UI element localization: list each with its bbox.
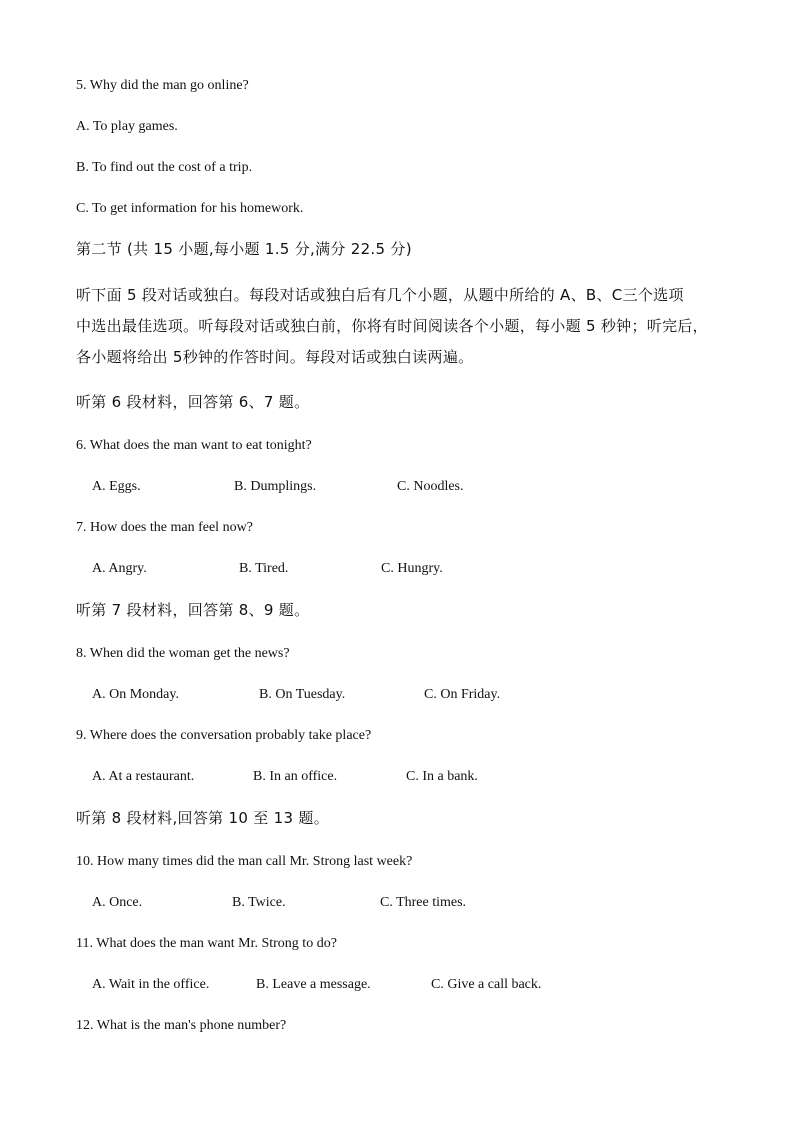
question-7-option-a: A. Angry. [92,561,147,576]
question-9-option-b: B. In an office. [253,769,338,784]
question-8-option-c: C. On Friday. [424,687,501,702]
section-2-instruction-line-3: 各小题将给出 5秒钟的作答时间。每段对话或独白读两遍。 [76,348,474,366]
question-7: 7. How does the man feel now? [76,520,253,535]
question-5-option-b: B. To find out the cost of a trip. [76,160,253,175]
question-7-option-c: C. Hungry. [381,561,443,576]
question-10-option-b: B. Twice. [232,895,286,910]
question-9-option-c: C. In a bank. [406,769,478,784]
question-11-option-c: C. Give a call back. [431,977,542,992]
section-2-instruction-line-2: 中选出最佳选项。听每段对话或独白前，你将有时间阅读各个小题，每小题 5 秒钟；听完后， [76,317,708,335]
question-8-option-a: A. On Monday. [92,687,179,702]
question-6: 6. What does the man want to eat tonight? [76,438,312,453]
question-5-option-a: A. To play games. [76,119,178,134]
question-5: 5. Why did the man go online? [76,78,249,93]
question-12: 12. What is the man's phone number? [76,1018,287,1033]
section-2-heading: 第二节 (共 15 小题,每小题 1.5 分,满分 22.5 分) [76,240,412,258]
question-8-option-b: B. On Tuesday. [259,687,346,702]
question-8: 8. When did the woman get the news? [76,646,290,661]
question-9: 9. Where does the conversation probably take place? [76,728,372,743]
question-5-option-c: C. To get information for his homework. [76,201,304,216]
material-8-label: 听第 8 段材料,回答第 10 至 13 题。 [76,809,329,827]
material-6-label: 听第 6 段材料，回答第 6、7 题。 [76,393,310,411]
question-11: 11. What does the man want Mr. Strong to do? [76,936,337,951]
question-11-option-a: A. Wait in the office. [92,977,210,992]
question-7-option-b: B. Tired. [239,561,289,576]
question-6-option-a: A. Eggs. [92,479,141,494]
question-11-option-b: B. Leave a message. [256,977,371,992]
question-10-option-c: C. Three times. [380,895,467,910]
question-10: 10. How many times did the man call Mr. Strong last week? [76,854,413,869]
question-6-option-b: B. Dumplings. [234,479,317,494]
material-7-label: 听第 7 段材料，回答第 8、9 题。 [76,601,310,619]
question-9-option-a: A. At a restaurant. [92,769,195,784]
question-6-option-c: C. Noodles. [397,479,464,494]
question-10-option-a: A. Once. [92,895,143,910]
section-2-instruction-line-1: 听下面 5 段对话或独白。每段对话或独白后有几个小题，从题中所给的 A、B、C三个选项 [76,286,684,304]
